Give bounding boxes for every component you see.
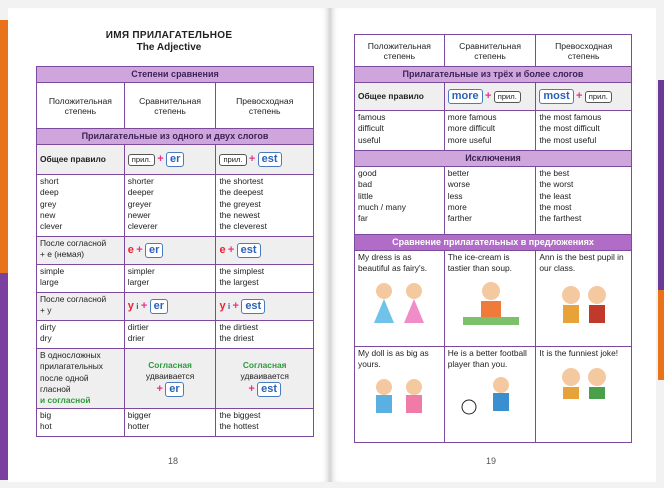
superlative-list: the shortest the deepest the greyest the newest the cleverest [216, 175, 314, 237]
football-illustration [455, 373, 525, 417]
col-header-positive: Положительная степень [37, 83, 125, 129]
degrees-table: Степени сравнения Положительная степень Сравнительная степень Превосходная степень Прилагательные из одного и двух слогов Общее правило прил. + er прил. + est short deep grey new clever shorter deeper greyer newer cleverer the shortest the deepest the greyest the newest the cleverest После согласной + e (немая) e + er e + est simple large simpler larger the simplest the largest После согласной + y y i + er y i + est dirty dry dirtier drier the dirtiest the driest В односложных прилагательных после одной гласной и согласной Согласная удваивается + er Согласная удваивается + est big hot bigger hotter the biggest the hottest [36, 66, 314, 437]
rule-y: После согласной + y [37, 293, 125, 321]
exceptions-superlative: the best the worst the least the most the farthest [536, 167, 632, 235]
page-number: 18 [168, 456, 179, 466]
laughing-kids-illustration [549, 361, 619, 401]
sentence-card: It is the funniest joke! [536, 347, 632, 443]
crossed-e: e [127, 244, 134, 256]
exceptions-positive: good bad little much / many far [355, 167, 445, 235]
table-band: Степени сравнения [37, 67, 314, 83]
left-page [8, 8, 330, 482]
fairy-girls-illustration [364, 277, 434, 329]
table-band: Прилагательные из трёх и более слогов [355, 67, 632, 83]
boy-eating-illustration [455, 277, 525, 329]
sentence-card: My dress is as beautiful as fairy's. [355, 251, 445, 347]
rule-double: В односложных прилагательных после одной гласной и согласной [37, 349, 125, 409]
page-number: 19 [486, 456, 497, 466]
rule-silent-e: После согласной + e (немая) [37, 237, 125, 265]
sentence-card: Ann is the best pupil in our class. [536, 251, 632, 347]
left-edge-stripe [0, 20, 8, 480]
table-subband: Прилагательные из одного и двух слогов [37, 129, 314, 145]
sentences-band: Сравнение прилагательных в предложениях [355, 235, 632, 251]
sentence-card: He is a better football player than you. [444, 347, 536, 443]
col-header-superlative: Превосходная степень [216, 83, 314, 129]
adj-box: прил. [219, 154, 246, 166]
long-adj-table: Положительная степень Сравнительная степень Превосходная степень Прилагательные из трёх и более слогов Общее правило more + прил. most + прил. famous difficult useful more famous more difficult more useful the most famous the most difficult the most useful Исключения good bad little much / many far better worse less more farther the best the worst the least the most the farthest Сравнение прилагательных в предложениях My dress is as beautiful as fairy's. The ice-cream is tastier than soup. Ann is the best pupil in our class. My doll is as big as yours. He is a better football player than you. It is the funniest joke! [354, 34, 632, 443]
girls-dolls-illustration [364, 373, 434, 417]
rule-label: Общее правило [37, 145, 125, 175]
col-header-comparative: Сравнительная степень [124, 83, 216, 129]
page-subtitle: The Adjective [136, 42, 202, 53]
comparative-list: shorter deeper greyer newer cleverer [124, 175, 216, 237]
sentence-card: The ice-cream is tastier than soup. [444, 251, 536, 347]
exceptions-comparative: better worse less more farther [444, 167, 536, 235]
adj-box: прил. [128, 154, 155, 166]
suffix-er: er [166, 152, 184, 167]
sentence-card: My doll is as big as yours. [355, 347, 445, 443]
page-title: ИМЯ ПРИЛАГАТЕЛЬНОЕ [105, 30, 233, 41]
positive-list: short deep grey new clever [37, 175, 125, 237]
right-edge-stripe [658, 80, 664, 380]
pupils-illustration [549, 277, 619, 329]
suffix-est: est [258, 152, 282, 167]
right-page [330, 8, 656, 482]
